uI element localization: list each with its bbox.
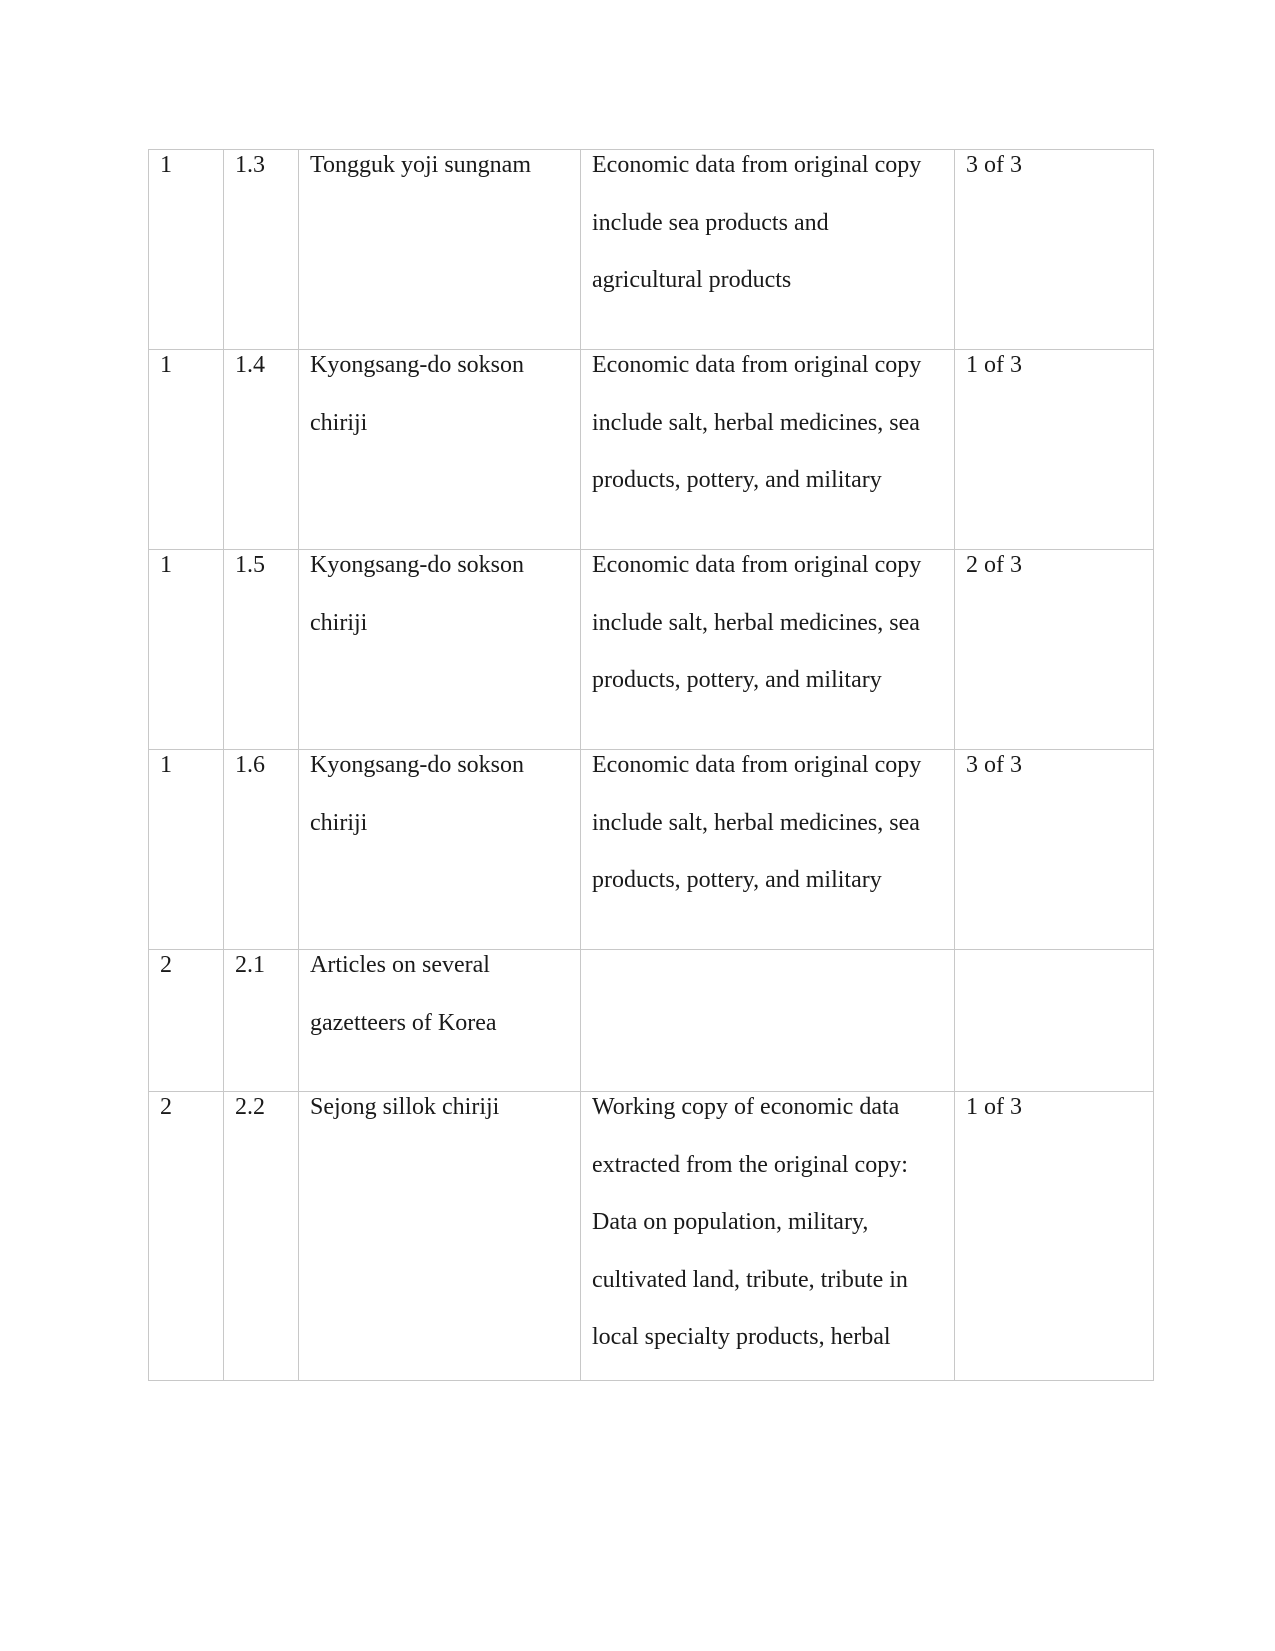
count-cell: 3 of 3	[955, 150, 1154, 350]
description-cell: Economic data from original copy include salt, herbal medicines, sea products, pottery, and military	[581, 550, 955, 750]
count-cell: 3 of 3	[955, 750, 1154, 950]
description-cell: Economic data from original copy include salt, herbal medicines, sea products, pottery, and military	[581, 750, 955, 950]
box-number-cell: 1	[149, 350, 224, 550]
table-row	[149, 350, 1154, 550]
folder-number-cell: 1.6	[224, 750, 299, 950]
folder-number-cell: 1.5	[224, 550, 299, 750]
table-row	[149, 1092, 1154, 1381]
title-cell: Sejong sillok chiriji	[299, 1092, 581, 1381]
table-row	[149, 750, 1154, 950]
table-row	[149, 950, 1154, 1092]
collection-contents-table	[148, 149, 1154, 1381]
count-cell	[955, 950, 1154, 1092]
description-cell: Economic data from original copy include salt, herbal medicines, sea products, pottery, and military	[581, 350, 955, 550]
count-cell: 1 of 3	[955, 1092, 1154, 1381]
box-number-cell: 2	[149, 1092, 224, 1381]
title-cell: Articles on several gazetteers of Korea	[299, 950, 581, 1092]
box-number-cell: 1	[149, 750, 224, 950]
table-row	[149, 550, 1154, 750]
box-number-cell: 1	[149, 550, 224, 750]
box-number-cell: 2	[149, 950, 224, 1092]
table-row	[149, 150, 1154, 350]
description-cell: Working copy of economic data extracted from the original copy: Data on population, military, cultivated land, tribute, tribute in local specialty products, herbal	[581, 1092, 955, 1381]
description-cell: Economic data from original copy include sea products and agricultural products	[581, 150, 955, 350]
title-cell: Kyongsang-do sokson chiriji	[299, 550, 581, 750]
folder-number-cell: 2.1	[224, 950, 299, 1092]
folder-number-cell: 1.4	[224, 350, 299, 550]
title-cell: Kyongsang-do sokson chiriji	[299, 350, 581, 550]
folder-number-cell: 2.2	[224, 1092, 299, 1381]
title-cell: Kyongsang-do sokson chiriji	[299, 750, 581, 950]
folder-number-cell: 1.3	[224, 150, 299, 350]
description-cell	[581, 950, 955, 1092]
box-number-cell: 1	[149, 150, 224, 350]
title-cell: Tongguk yoji sungnam	[299, 150, 581, 350]
count-cell: 2 of 3	[955, 550, 1154, 750]
count-cell: 1 of 3	[955, 350, 1154, 550]
